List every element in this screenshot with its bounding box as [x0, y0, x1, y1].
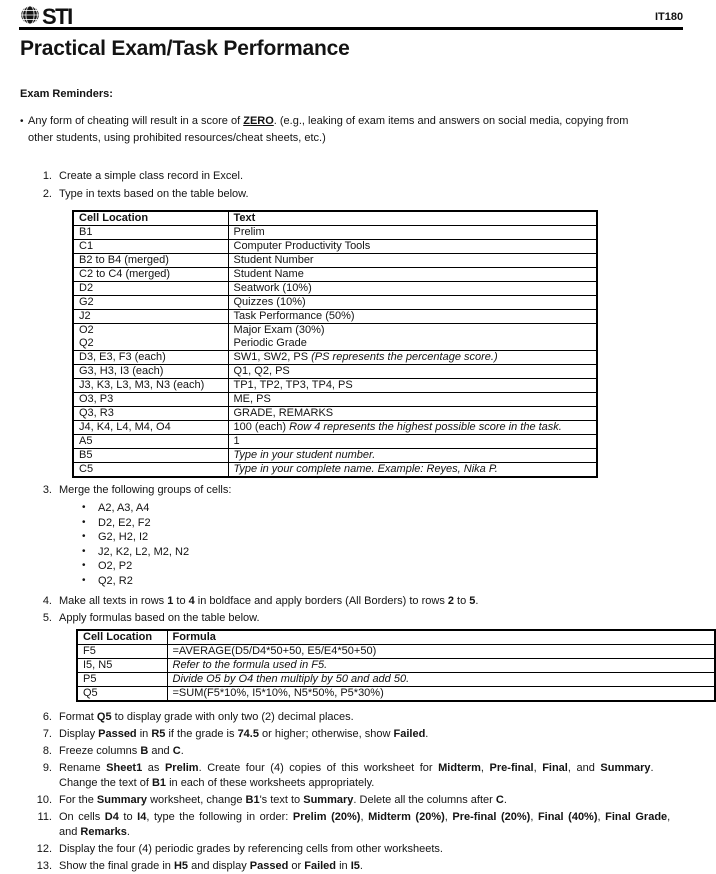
table-row	[73, 254, 597, 268]
step-item	[0, 793, 683, 808]
table-row	[73, 449, 597, 463]
reminder-bullet-item	[20, 113, 683, 147]
page-title: Practical Exam/Task Performance	[20, 37, 350, 60]
step-number: 10.	[36, 794, 52, 806]
step-number: 11.	[37, 811, 52, 823]
table-row	[77, 673, 715, 687]
table-cell-location: Q5	[77, 687, 167, 702]
table-cell-location: C1	[73, 240, 228, 254]
sti-logo	[19, 3, 72, 30]
table-row	[73, 268, 597, 282]
table-cell-value: TP1, TP2, TP3, TP4, PS	[228, 379, 597, 393]
table-cell-location: I5, N5	[77, 659, 167, 673]
table-row	[73, 365, 597, 379]
table-cell-value: ME, PS	[228, 393, 597, 407]
table-cell-location: J4, K4, L4, M4, O4	[73, 421, 228, 435]
merge-groups-list	[82, 501, 683, 588]
reminders-heading: Exam Reminders:	[20, 88, 113, 100]
table-cell-value: Major Exam (30%) Periodic Grade	[228, 324, 597, 351]
page-header	[0, 0, 683, 27]
table-cell-value: GRADE, REMARKS	[228, 407, 597, 421]
bullet-icon: •	[82, 531, 86, 542]
table-cell-value: Computer Productivity Tools	[228, 240, 597, 254]
table-cell-location: O3, P3	[73, 393, 228, 407]
step-number: 5.	[42, 612, 52, 624]
logo-text: STI	[42, 3, 72, 29]
step-number: 1.	[42, 170, 52, 182]
merge-group-text: O2, P2	[98, 560, 133, 572]
merge-group-item	[82, 501, 683, 516]
table-cell-value: Type in your student number.	[228, 449, 597, 463]
merge-group-item	[82, 545, 683, 560]
table-row	[73, 296, 597, 310]
table-cell-value: =SUM(F5*10%, I5*10%, N5*50%, P5*30%)	[167, 687, 715, 702]
step-text: Display Passed in R5 if the grade is 74.5 or higher; otherwise, show Failed.	[59, 728, 429, 740]
step-number: 9.	[42, 762, 52, 774]
reminder-bullet-text: Any form of cheating will result in a score of ZERO. (e.g., leaking of exam items and answers on social media, copying from other students, using prohibited resources/cheat sheets, etc.)	[28, 115, 629, 144]
table-row	[73, 435, 597, 449]
step-item	[0, 761, 683, 791]
table-row	[73, 226, 597, 240]
table-cell-value: Refer to the formula used in F5.	[167, 659, 715, 673]
table-cell-location: B1	[73, 226, 228, 240]
table-cell-location: B2 to B4 (merged)	[73, 254, 228, 268]
table-cell-value: Q1, Q2, PS	[228, 365, 597, 379]
table-row	[73, 463, 597, 478]
step-text: Rename Sheet1 as Prelim. Create four (4) copies of this worksheet for Midterm, Pre-final, Final, and Summary. Change the text of B1 in each of these worksheets appropriately.	[59, 762, 654, 789]
step-text: Apply formulas based on the table below.	[59, 612, 260, 624]
table-row	[77, 687, 715, 702]
step-item	[0, 187, 683, 202]
step-number: 7.	[42, 728, 52, 740]
globe-icon	[19, 3, 41, 30]
step-text: Make all texts in rows 1 to 4 in boldface and apply borders (All Borders) to rows 2 to 5.	[59, 595, 479, 607]
table-header-cell: Cell Location	[73, 211, 228, 226]
step-text: Display the four (4) periodic grades by referencing cells from other worksheets.	[59, 843, 443, 855]
table-cell-location: Q3, R3	[73, 407, 228, 421]
steps-list-1-2	[0, 169, 683, 202]
steps-list-6-13	[0, 710, 683, 874]
table-cell-value: 1	[228, 435, 597, 449]
table-cell-value: Type in your complete name. Example: Reyes, Nika P.	[228, 463, 597, 478]
step-text: For the Summary worksheet, change B1's text to Summary. Delete all the columns after C.	[59, 794, 507, 806]
step-text: Create a simple class record in Excel.	[59, 170, 244, 182]
table-row	[73, 393, 597, 407]
bullet-icon: •	[20, 116, 24, 127]
table-header-cell: Cell Location	[77, 630, 167, 645]
step-item	[0, 611, 683, 626]
step-item	[0, 810, 683, 840]
step-item	[0, 842, 683, 857]
table-cell-value: 100 (each) Row 4 represents the highest possible score in the task.	[228, 421, 597, 435]
header-rule	[19, 27, 683, 30]
table-cell-location: C2 to C4 (merged)	[73, 268, 228, 282]
step-number: 12.	[36, 843, 52, 855]
table-cell-value: Task Performance (50%)	[228, 310, 597, 324]
merge-group-item	[82, 516, 683, 531]
table-cell-value: Student Name	[228, 268, 597, 282]
bullet-icon: •	[82, 502, 86, 513]
merge-group-item	[82, 530, 683, 545]
bullet-icon: •	[82, 545, 86, 557]
steps-list-3	[0, 483, 683, 498]
table-cell-value: Student Number	[228, 254, 597, 268]
step-item	[0, 859, 683, 874]
step-text: On cells D4 to I4, type the following in order: Prelim (20%), Midterm (20%), Pre-final (20%), Final (40%), Final Grade, and Remarks.	[59, 811, 671, 838]
table-cell-value: Seatwork (10%)	[228, 282, 597, 296]
table-header-cell: Formula	[167, 630, 715, 645]
table-cell-location: A5	[73, 435, 228, 449]
table-header-cell: Text	[228, 211, 597, 226]
table-cell-value: Prelim	[228, 226, 597, 240]
table-cell-location: C5	[73, 463, 228, 478]
table-row	[77, 645, 715, 659]
table-row	[73, 379, 597, 393]
step-number: 4.	[42, 595, 52, 607]
step-number: 8.	[42, 745, 52, 757]
table-cell-value: Quizzes (10%)	[228, 296, 597, 310]
merge-group-item	[82, 559, 683, 574]
merge-group-text: A2, A3, A4	[98, 502, 150, 514]
step-number: 3.	[42, 484, 52, 496]
table-row	[73, 421, 597, 435]
step-item	[0, 483, 683, 498]
table-row	[73, 310, 597, 324]
step-text: Format Q5 to display grade with only two (2) decimal places.	[59, 711, 354, 723]
formula-table	[76, 629, 716, 702]
step-text: Merge the following groups of cells:	[59, 484, 232, 496]
table-cell-location: J2	[73, 310, 228, 324]
table-cell-location: G2	[73, 296, 228, 310]
table-row	[77, 659, 715, 673]
bullet-icon: •	[82, 516, 86, 528]
table-cell-location: P5	[77, 673, 167, 687]
merge-group-item	[82, 574, 683, 589]
merge-group-text: D2, E2, F2	[98, 516, 151, 529]
merge-group-text: J2, K2, L2, M2, N2	[98, 545, 190, 558]
table-cell-value: SW1, SW2, PS (PS represents the percentage score.)	[228, 351, 597, 365]
steps-list-4-5	[0, 594, 683, 626]
step-number: 6.	[42, 711, 52, 723]
table-cell-location: F5	[77, 645, 167, 659]
table-row	[73, 240, 597, 254]
table-row	[73, 324, 597, 351]
table-cell-location: D3, E3, F3 (each)	[73, 351, 228, 365]
step-item	[0, 727, 683, 742]
table-cell-value: =AVERAGE(D5/D4*50+50, E5/E4*50+50)	[167, 645, 715, 659]
table-header-row	[73, 211, 597, 226]
table-cell-location: O2 Q2	[73, 324, 228, 351]
step-text: Show the final grade in H5 and display Passed or Failed in I5.	[59, 860, 363, 872]
table-cell-location: J3, K3, L3, M3, N3 (each)	[73, 379, 228, 393]
cell-text-table	[72, 210, 598, 478]
step-text: Type in texts based on the table below.	[59, 188, 249, 200]
table-header-row	[77, 630, 715, 645]
bullet-icon: •	[82, 574, 86, 586]
step-number: 2.	[42, 188, 52, 200]
table-cell-location: B5	[73, 449, 228, 463]
step-item	[0, 594, 683, 609]
table-row	[73, 282, 597, 296]
bullet-icon: •	[82, 560, 86, 571]
step-text: Freeze columns B and C.	[59, 745, 184, 757]
step-item	[0, 744, 683, 759]
step-item	[0, 710, 683, 725]
step-item	[0, 169, 683, 184]
table-row	[73, 351, 597, 365]
course-code: IT180	[655, 11, 684, 23]
table-cell-location: D2	[73, 282, 228, 296]
step-number: 13.	[36, 860, 52, 872]
merge-group-text: Q2, R2	[98, 574, 133, 587]
table-row	[73, 407, 597, 421]
table-cell-value: Divide O5 by O4 then multiply by 50 and add 50.	[167, 673, 715, 687]
merge-group-text: G2, H2, I2	[98, 531, 149, 543]
table-cell-location: G3, H3, I3 (each)	[73, 365, 228, 379]
